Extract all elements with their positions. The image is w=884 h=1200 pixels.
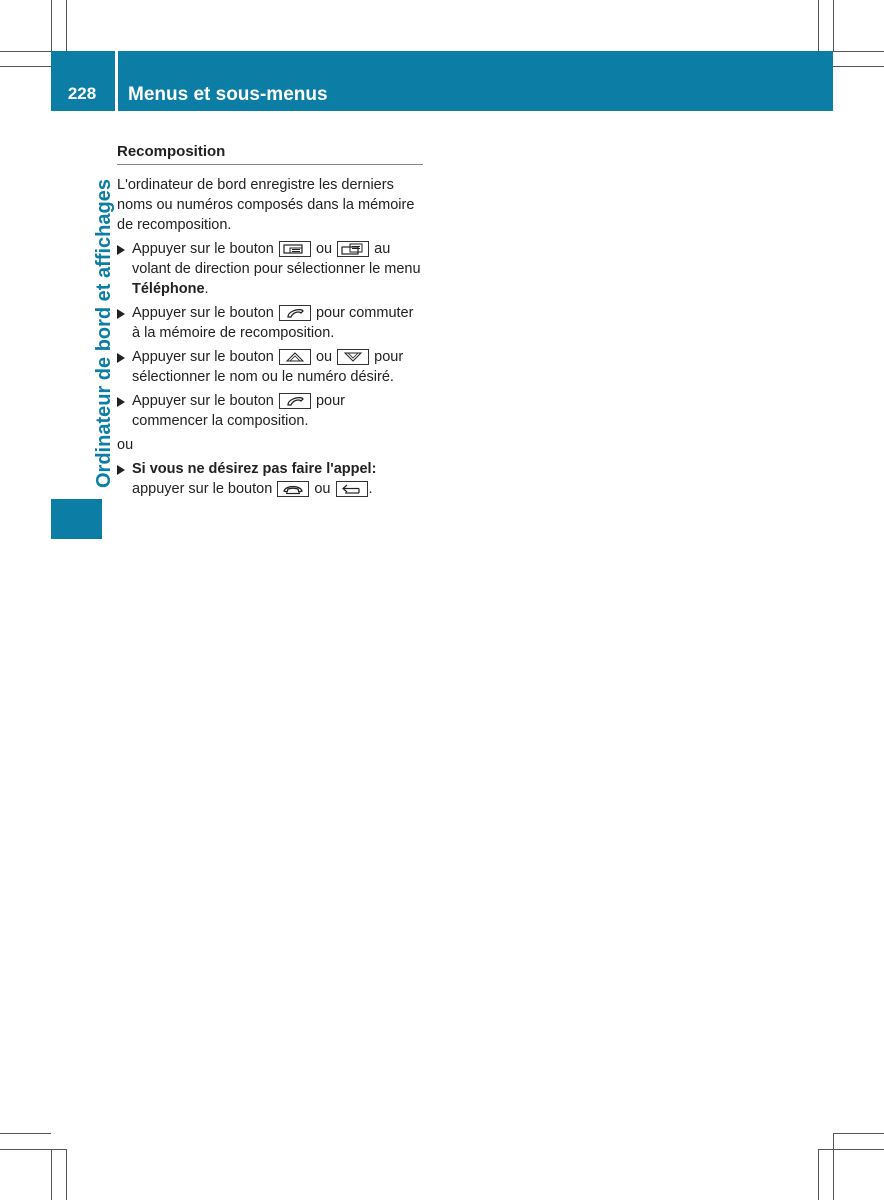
page-number: 228 <box>67 84 97 103</box>
header-divider <box>115 51 118 111</box>
phone-hangup-icon <box>277 481 309 497</box>
crop-mark <box>833 0 834 51</box>
bullet-arrow-icon <box>117 353 125 363</box>
step-item <box>117 239 423 299</box>
menu-name: Téléphone <box>132 281 205 297</box>
crop-mark <box>818 1149 884 1150</box>
bullet-arrow-icon <box>117 245 125 255</box>
step-text: Appuyer sur le bouton <box>132 305 274 321</box>
crop-mark <box>0 1133 51 1134</box>
page-title: Menus et sous-menus <box>128 84 328 105</box>
page-forward-icon <box>337 241 369 257</box>
crop-mark <box>818 1149 819 1200</box>
bullet-arrow-icon <box>117 465 125 475</box>
step-text: . <box>368 481 373 497</box>
step-text: ou <box>315 241 333 257</box>
crop-mark <box>833 51 884 52</box>
step-text: au volant de direction pour sélectionner le menu <box>132 241 421 277</box>
step-text: ou <box>315 349 333 365</box>
crop-mark <box>0 1149 66 1150</box>
step-item <box>117 459 423 499</box>
section-title: Recomposition <box>117 142 423 165</box>
step-text: . <box>204 281 209 297</box>
crop-mark <box>0 66 51 67</box>
crop-mark <box>51 0 52 51</box>
page-back-icon <box>279 241 311 257</box>
step-text: pour commencer la composition. <box>132 393 345 429</box>
crop-mark <box>51 1149 52 1200</box>
crop-mark <box>833 1133 884 1134</box>
or-label: ou <box>117 437 134 453</box>
step-item <box>117 303 423 343</box>
step-text: Appuyer sur le bouton <box>132 241 274 257</box>
crop-mark <box>0 51 51 52</box>
crop-mark <box>66 1149 67 1200</box>
step-text: pour sélectionner le nom ou le numéro désiré. <box>132 349 404 385</box>
side-tab-block <box>51 499 102 539</box>
step-text: Appuyer sur le bouton <box>132 349 274 365</box>
condition-text: Si vous ne désirez pas faire l'appel: <box>132 461 377 477</box>
crop-mark <box>833 1133 834 1200</box>
phone-pickup-icon <box>279 305 311 321</box>
back-icon <box>336 481 368 497</box>
arrow-up-icon <box>279 349 311 365</box>
crop-mark <box>66 0 67 51</box>
crop-mark <box>818 0 819 51</box>
phone-pickup-icon <box>279 393 311 409</box>
step-item <box>117 391 423 431</box>
content-column <box>117 142 423 503</box>
step-text: Appuyer sur le bouton <box>132 393 274 409</box>
step-text: pour commuter à la mémoire de recomposition. <box>132 305 414 341</box>
bullet-arrow-icon <box>117 397 125 407</box>
step-text: ou <box>314 481 331 497</box>
bullet-arrow-icon <box>117 309 125 319</box>
crop-mark <box>833 66 884 67</box>
side-tab-label: Ordinateur de bord et affichages <box>93 179 115 488</box>
step-text: appuyer sur le bouton <box>132 481 273 497</box>
arrow-down-icon <box>337 349 369 365</box>
step-item <box>117 347 423 387</box>
intro-paragraph: L'ordinateur de bord enregistre les derniers noms ou numéros composés dans la mémoire de recomposition. <box>117 177 415 233</box>
